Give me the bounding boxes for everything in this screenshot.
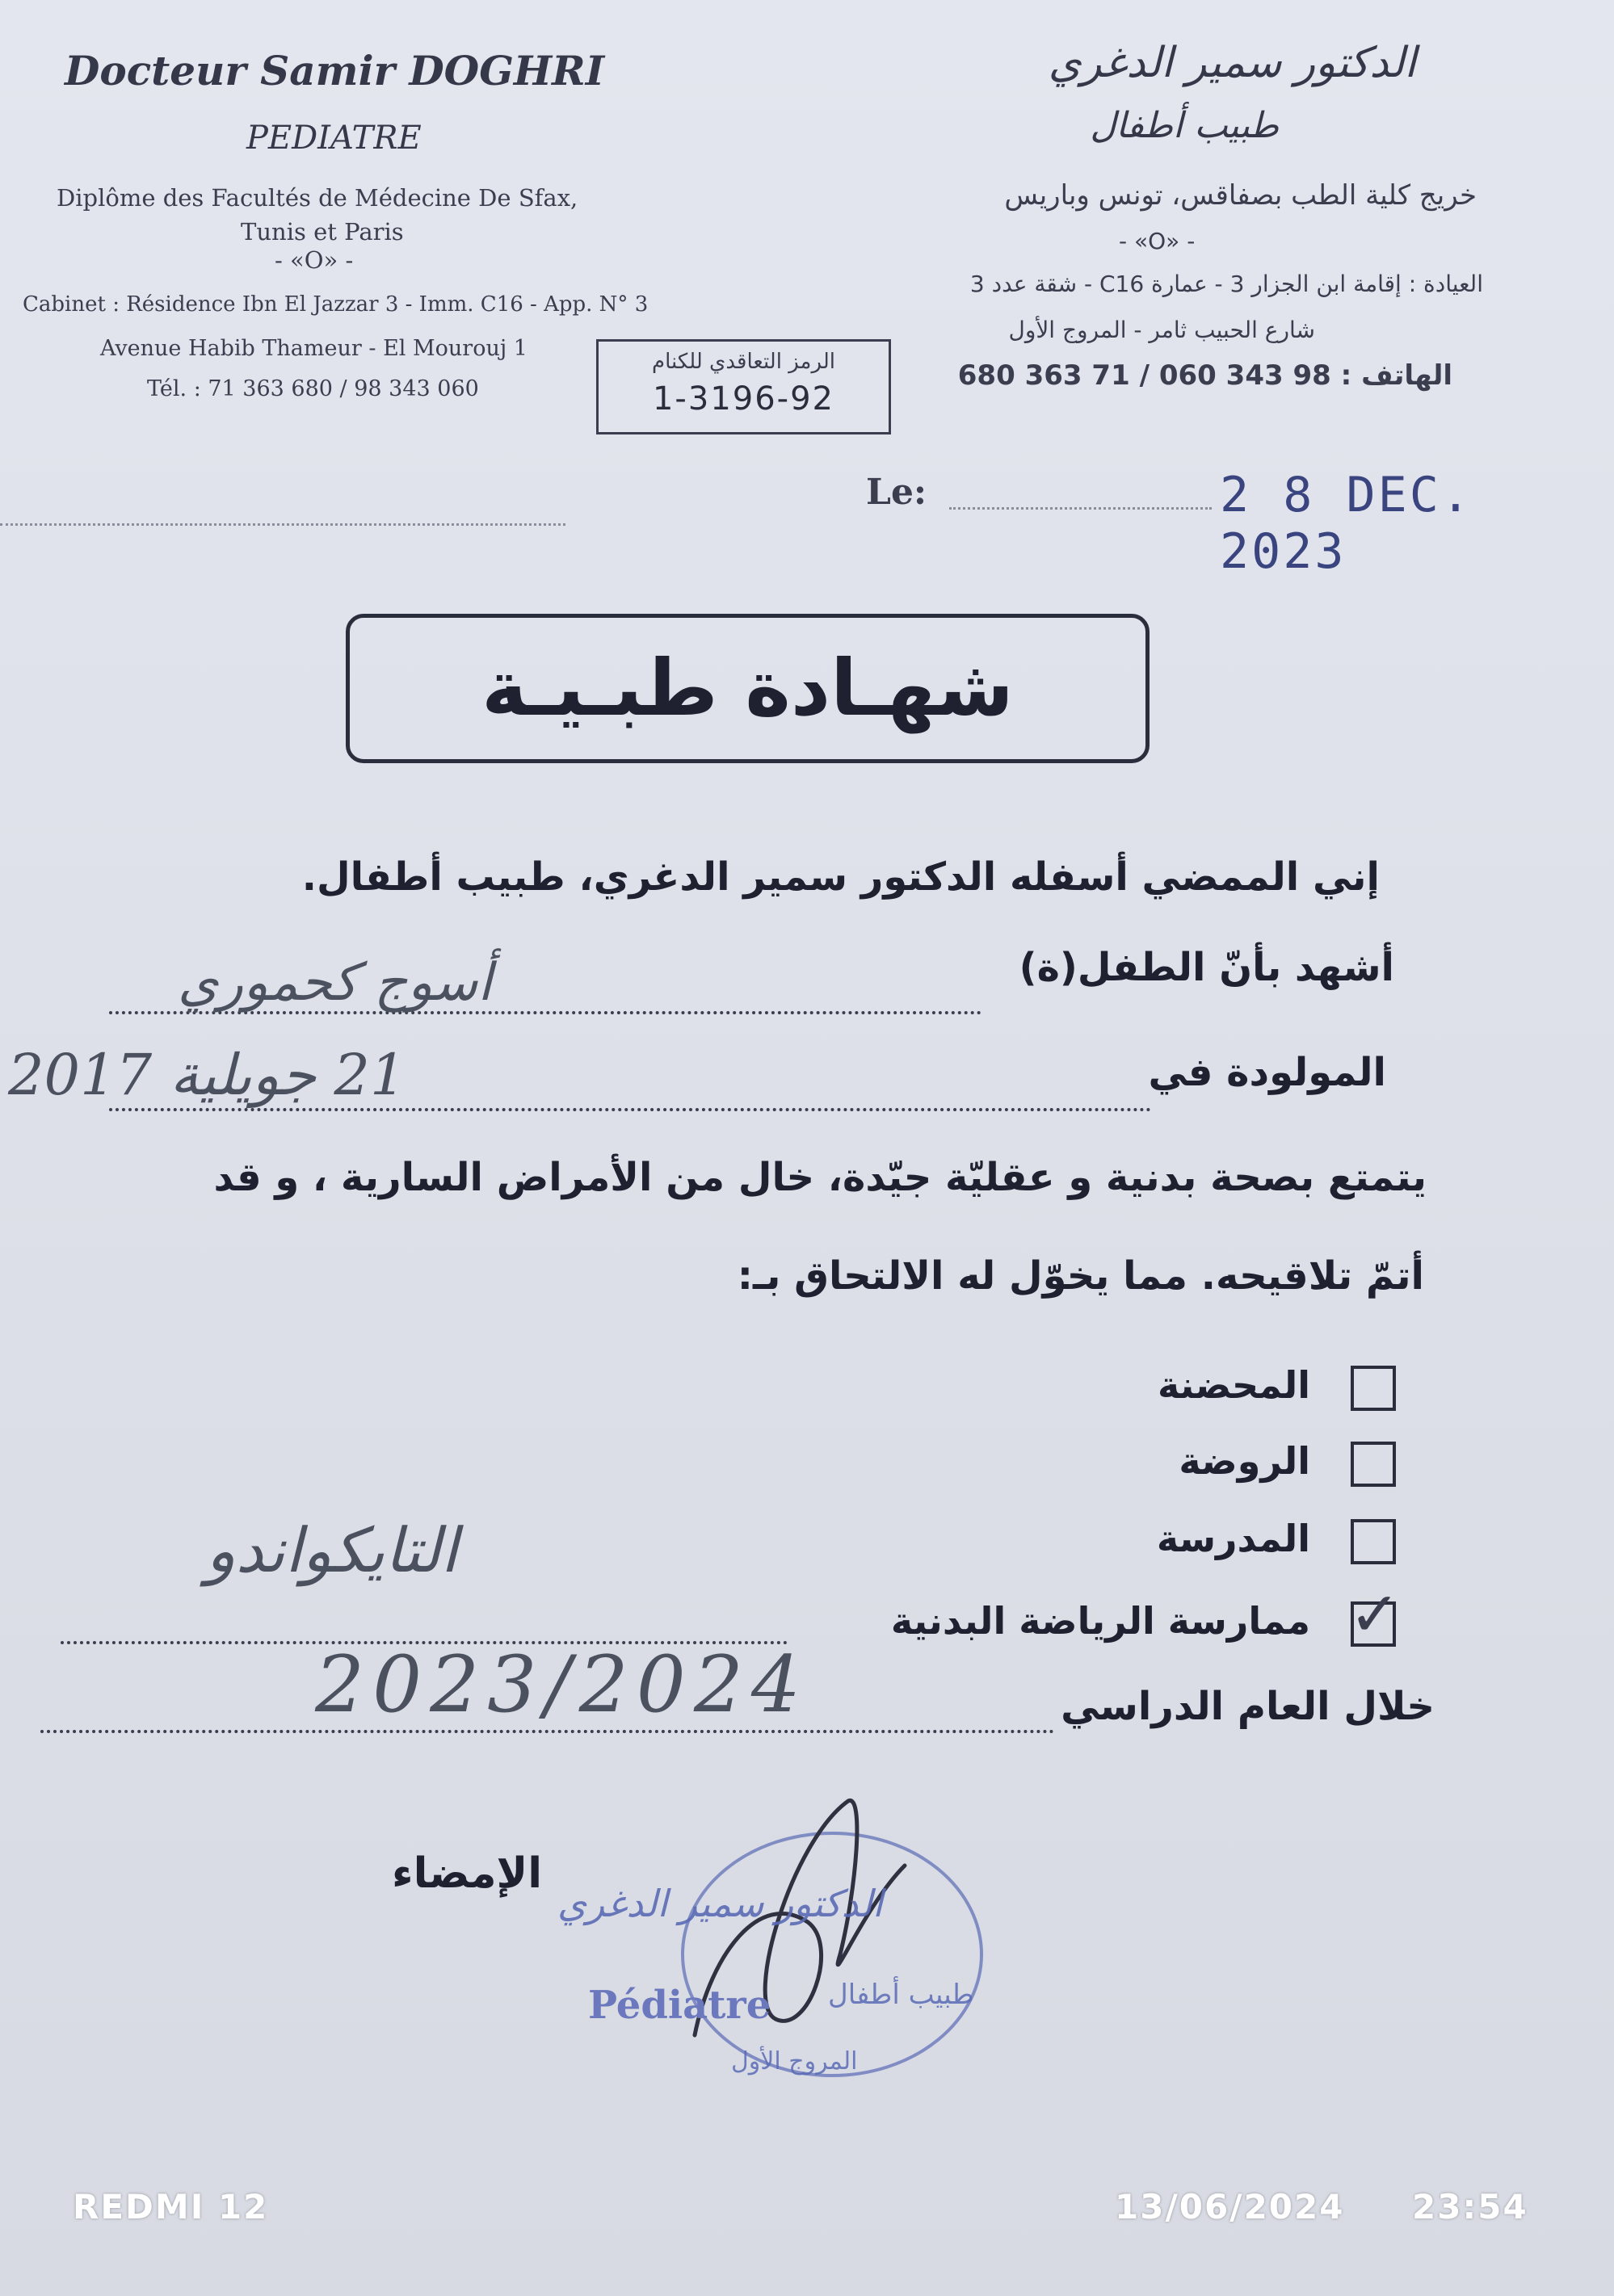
phone-fr: Tél. : 71 363 680 / 98 343 060: [147, 376, 479, 401]
body-line-4: يتمتع بصحة بدنية و عقليّة جيّدة، خال من الأمراض السارية ، و قد: [213, 1155, 1427, 1200]
sport-handwritten: التايكواندو: [206, 1514, 458, 1586]
body-line-5: أتمّ تلاقيحه. مما يخوّل له الالتحاق بـ:: [737, 1253, 1424, 1299]
option-nursery-label: المحضنة: [1157, 1363, 1310, 1407]
birth-date-dotted-line: [109, 1108, 1151, 1111]
doctor-name-fr: Docteur Samir DOGHRI: [65, 47, 605, 94]
option-nursery: [1158, 1363, 1396, 1411]
address-line2-ar: شارع الحبيب ثامر - المروج الأول: [1008, 317, 1315, 343]
contract-code-value: 1-3196-92: [652, 380, 834, 418]
separator-fr: - «O» -: [275, 246, 354, 274]
address-line1-fr: Cabinet : Résidence Ibn El Jazzar 3 - Imm. C16 - App. N° 3: [23, 292, 649, 317]
certificate-title-box: [346, 614, 1150, 763]
option-sport: [890, 1577, 1401, 1650]
option-school-label: المدرسة: [1156, 1517, 1310, 1560]
diploma-ar: خريج كلية الطب بصفاقس، تونس وباريس: [1004, 179, 1477, 212]
camera-watermark-device: REDMI 12: [73, 2187, 269, 2227]
diploma-line2-fr: Tunis et Paris: [241, 218, 404, 246]
separator-ar: - «O» -: [1119, 228, 1196, 254]
checkbox-kindergarten[interactable]: [1351, 1442, 1396, 1487]
birth-date-label: المولودة في: [1148, 1050, 1386, 1095]
school-year-handwritten: 2023/2024: [315, 1639, 809, 1730]
camera-watermark-date: 13/06/2024: [1115, 2187, 1345, 2227]
checkmark-icon: ✓: [1349, 1577, 1401, 1650]
checkbox-nursery[interactable]: [1351, 1366, 1396, 1411]
school-year-dotted-line: [40, 1730, 1054, 1733]
checkbox-school[interactable]: [1351, 1519, 1396, 1564]
doctor-name-ar: الدكتور سمير الدغري: [1048, 39, 1416, 87]
contract-code-label: الرمز التعاقدي للكنام: [652, 350, 835, 374]
birth-date-handwritten: 21 جويلية 2017: [8, 1042, 406, 1108]
header-divider: [0, 523, 565, 526]
address-line2-fr: Avenue Habib Thameur - El Mourouj 1: [100, 336, 527, 361]
school-year-label: خلال العام الدراسي: [1061, 1684, 1435, 1729]
stamp-doctor-name: الدكتور سمير الدغري: [557, 1882, 883, 1925]
signature-label: الإمضاء: [392, 1849, 543, 1898]
address-line1-ar: العيادة : إقامة ابن الجزار 3 - عمارة C16 - شقة عدد 3: [969, 271, 1483, 297]
stamp-title-ar: طبيب أطفال: [828, 1979, 974, 2011]
child-name-handwritten: أسوج كحموري: [178, 953, 492, 1013]
doctor-title-fr: PEDIATRE: [246, 120, 422, 157]
contract-code-box: [596, 339, 891, 434]
option-kindergarten: [1179, 1439, 1396, 1487]
date-label: Le:: [866, 472, 927, 513]
stamp-place: المروج الأول: [731, 2047, 858, 2076]
camera-watermark-time: 23:54: [1412, 2187, 1528, 2227]
stamp-pediatre: Pédiatre: [588, 1983, 771, 2028]
doctor-title-ar: طبيب أطفال: [1090, 105, 1279, 146]
child-name-label: أشهد بأنّ الطفل(ة): [1019, 945, 1394, 990]
date-stamp: 2 8 DEC. 2023: [1220, 467, 1473, 580]
option-kindergarten-label: الروضة: [1179, 1439, 1310, 1483]
phone-ar: الهاتف : 98 343 060 / 71 363 680: [957, 359, 1452, 392]
diploma-line1-fr: Diplôme des Facultés de Médecine De Sfax,: [57, 184, 578, 212]
checkbox-sport[interactable]: [1349, 1577, 1401, 1650]
option-school: [1157, 1517, 1396, 1564]
certificate-title: شهـادة طبـيـة: [481, 643, 1014, 733]
date-dotted-line: [949, 507, 1212, 510]
body-line-1: إني الممضي أسفله الدكتور سمير الدغري، طبيب أطفال.: [301, 854, 1380, 900]
option-sport-label: ممارسة الرياضة البدنية: [890, 1599, 1310, 1643]
